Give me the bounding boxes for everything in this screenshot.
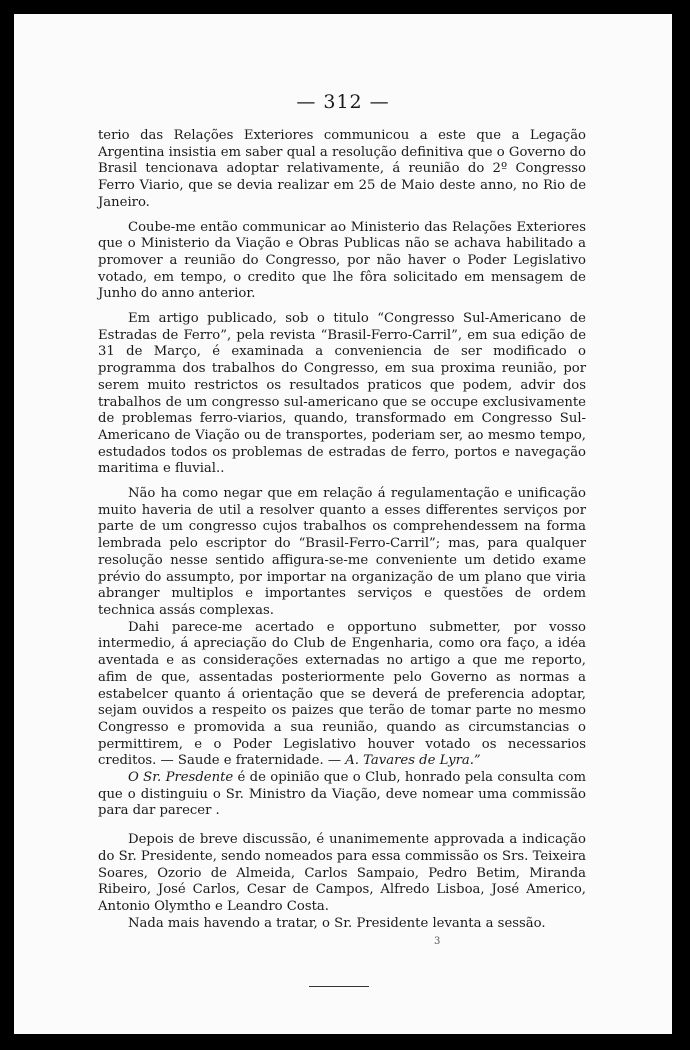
paragraph-4: Não ha como negar que em relação á regulamentação e unificação muito haveria de util a resolver quanto a esses differentes serviços por parte de um congresso cujos trabalhos os comprehendessem na forma lembrada pelo escriptor do “Brasil-Ferro-Carril”; mas, para qualquer resolução nesse sentido affigura-se-me conveniente um detido exame prévio do assumpto, por importar na organização de um plano que viria abranger multiplos e importantes serviços e questões de ordem technica assás complexas.: [98, 486, 586, 618]
paragraph-6-text: é de opinião que o Club, honrado pela consulta com que o distinguiu o Sr. Ministro da Viação, deve nomear uma commissão para dar parecer .: [98, 770, 586, 819]
paragraph-2: Coube-me então communicar ao Ministerio das Relações Exteriores que o Ministerio da Viação e Obras Publicas não se achava habilitado a promover a reunião do Congresso, por não haver o Poder Legislativo votado, em tempo, o credito que lhe fôra solicitado em mensagem de Junho do anno anterior.: [98, 219, 586, 302]
paragraph-5: [98, 620, 586, 770]
end-rule: [309, 986, 369, 987]
document-page: [14, 14, 672, 1034]
signature: A. Tavares de Lyra.”: [345, 753, 481, 769]
margin-mark: 3: [434, 936, 441, 947]
paragraph-7: Depois de breve discussão, é unanimemente approvada a indicação do Sr. Presidente, sendo nomeados para essa commissão os Srs. Teixeira Soares, Ozorio de Almeida, Carlos Sampaio, Pedro Betim, Miranda Ribeiro, José Carlos, Cesar de Campos, Alfredo Lisboa, José Americo, Antonio Olymtho e Leandro Costa.: [98, 832, 586, 914]
paragraph-5-text: Dahi parece-me acertado e opportuno submetter, por vosso intermedio, á apreciação do Club de Engenharia, como ora faço, a idéa aventada e as considerações externadas no artigo a que me reporto, afim de que, assentadas posteriormente pelo Governo as normas a estabelcer quanto á orientação que se deverá de preferencia adoptar, sejam ouvidos a respeito os paizes que terão de tomar parte no mesmo Congresso e promovida a sua reunião, quando as circumstancias o permittirem, e o Poder Legislativo houver votado os necessarios creditos. — Saude e fraternidade. —: [98, 619, 586, 769]
paragraph-1: terio das Relações Exteriores communicou a este que a Legação Argentina insistia em saber qual a resolução definitiva que o Governo do Brasil tencionava adoptar relativamente, á reunião do 2º Congresso Ferro Viario, que se devia realizar em 25 de Maio deste anno, no Rio de Janeiro.: [98, 128, 586, 210]
paragraph-3: Em artigo publicado, sob o titulo “Congresso Sul-Americano de Estradas de Ferro”, pela revista “Brasil-Ferro-Carril”, em sua edição de 31 de Março, é examinada a conveniencia de ser modificado o programma dos trabalhos do Congresso, em sua proxima reunião, por serem muito restrictos os resultados praticos que podem, advir dos trabalhos de um congresso sul-americano que se occupe exclusivamente de problemas ferro-viarios, quando, transformado em Congresso Sul-Americano de Viação ou de transportes, poderiam ser, ao mesmo tempo, estudados todos os problemas de estradas de ferro, portos e navegação maritima e fluvial..: [98, 311, 586, 477]
paragraph-6: [98, 770, 586, 820]
speaker-label: O Sr. Presdente: [128, 770, 234, 786]
document-body: [98, 128, 586, 932]
page-number: — 312 —: [296, 91, 390, 113]
paragraph-8: Nada mais havendo a tratar, o Sr. Presidente levanta a sessão.: [128, 915, 546, 931]
